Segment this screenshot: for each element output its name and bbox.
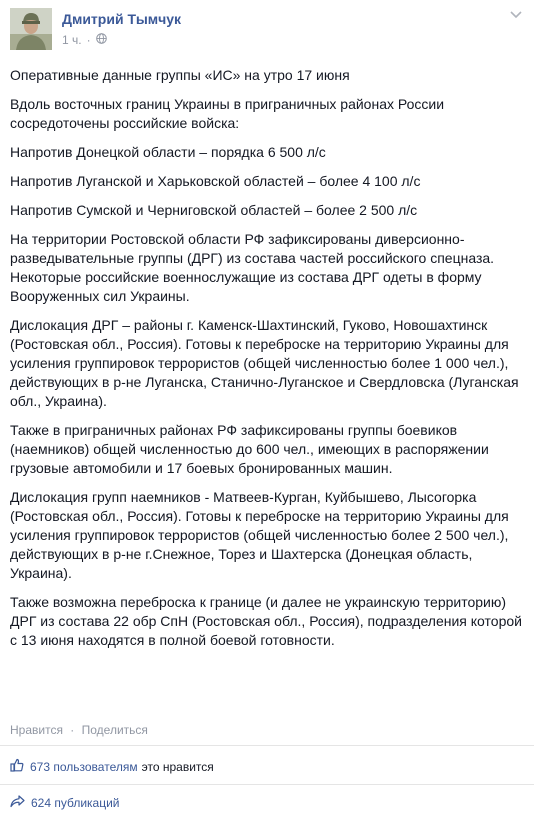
meta-separator: · [86, 33, 91, 47]
like-link[interactable]: Нравится [10, 723, 63, 737]
post-header [10, 8, 524, 52]
post-timestamp[interactable]: 1 ч. [62, 33, 82, 47]
thumbs-up-icon [10, 758, 24, 775]
likes-label: это нравится [141, 759, 214, 774]
author-name[interactable]: Дмитрий Тымчук [62, 11, 182, 27]
post-paragraph: Дислокация ДРГ – районы г. Каменск-Шахтинский, Гуково, Новошахтинск (Ростовская обл., Россия). Готовы к переброске на территорию Украины для усиления группировок террористов (общей численностью более 1 000 чел.), действующих в р-не Луганска, Станично-Луганское и Свердловска (Луганская обл., Украина). [10, 317, 519, 409]
post-paragraph: На территории Ростовской области РФ зафиксированы диверсионно-разведывательные группы (ДРГ) из состава частей российского спецназа. Некоторые российские военнослужащие из состава ДРГ одеты в форму Вооруженных сил Украины. [10, 231, 495, 304]
shares-summary [10, 795, 120, 811]
post-actions [10, 723, 148, 737]
chevron-down-icon[interactable] [508, 8, 524, 22]
likes-count-link[interactable]: 673 пользователям [30, 759, 138, 774]
likes-summary [10, 758, 214, 775]
post-paragraph: Также в приграничных районах РФ зафиксированы группы боевиков (наемников) общей численностью до 600 чел., имеющих в распоряжении грузовые автомобили и 17 боевых бронированных машин. [10, 422, 489, 476]
post-paragraph: Также возможна переброска к границе (и далее не украинскую территорию) ДРГ из состава 22 обр СпН (Ростовская обл., Россия), подразделения которой с 13 июня находятся в полной боевой готовности. [10, 594, 522, 648]
share-link[interactable]: Поделиться [81, 723, 148, 737]
post-body [10, 66, 524, 660]
globe-icon[interactable] [96, 33, 107, 47]
post-paragraph: Напротив Луганской и Харьковской областей – более 4 100 л/с [10, 173, 421, 189]
post-paragraph: Дислокация групп наемников - Матвеев-Курган, Куйбышево, Лысогорка (Ростовская обл., Россия). Готовы к переброске на территорию Украины для усиления группировок террористов (общей численностью более 2 500 чел.), действующих в р-не г.Снежное, Торез и Шахтерска (Донецкая область, Украина). [10, 489, 509, 581]
post-paragraph: Напротив Сумской и Черниговской областей – более 2 500 л/с [10, 202, 418, 218]
shares-count-link[interactable]: 624 публикаций [31, 796, 120, 810]
action-separator: · [70, 723, 75, 737]
divider [0, 784, 534, 785]
post-meta [62, 33, 107, 47]
post-paragraph: Вдоль восточных границ Украины в приграничных районах России сосредоточены российские войска: [10, 96, 445, 131]
share-arrow-icon [10, 795, 25, 811]
post-paragraph: Напротив Донецкой области – порядка 6 500 л/с [10, 144, 326, 160]
post-paragraph: Оперативные данные группы «ИС» на утро 17 июня [10, 67, 350, 83]
author-avatar[interactable] [10, 8, 52, 50]
avatar-photo-icon [10, 8, 52, 50]
divider [0, 745, 534, 746]
